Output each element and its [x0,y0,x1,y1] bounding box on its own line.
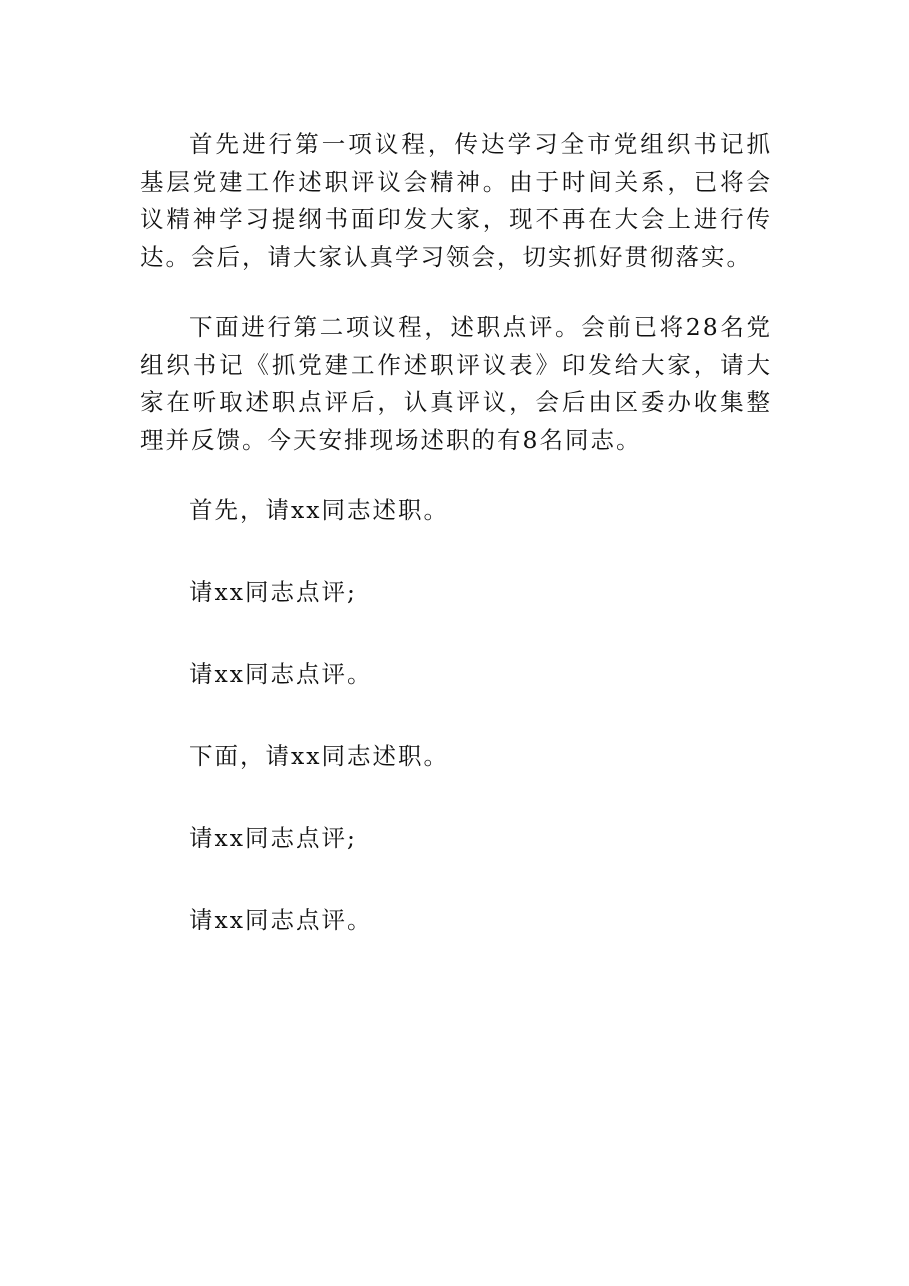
speech-line-4: 下面，请xx同志述职。 [189,742,450,770]
speech-line-3: 请xx同志点评。 [189,660,373,688]
speech-line-6: 请xx同志点评。 [189,906,373,934]
paragraph-agenda-item-1: 首先进行第一项议程，传达学习全市党组织书记抓基层党建工作述职评议会精神。由于时间关系，已将会议精神学习提纲书面印发大家，现不再在大会上进行传达。会后，请大家认真学习领会，切实抓好贯彻落实。 [140,130,772,271]
speech-line-5: 请xx同志点评; [189,824,357,852]
paragraph-agenda-item-2: 下面进行第二项议程，述职点评。会前已将28名党组织书记《抓党建工作述职评议表》印发给大家，请大家在听取述职点评后，认真评议，会后由区委办收集整理并反馈。今天安排现场述职的有8名同志。 [140,313,772,454]
speech-line-2: 请xx同志点评; [189,578,357,606]
document-body [140,126,772,984]
speech-line-1: 首先，请xx同志述职。 [189,496,450,524]
